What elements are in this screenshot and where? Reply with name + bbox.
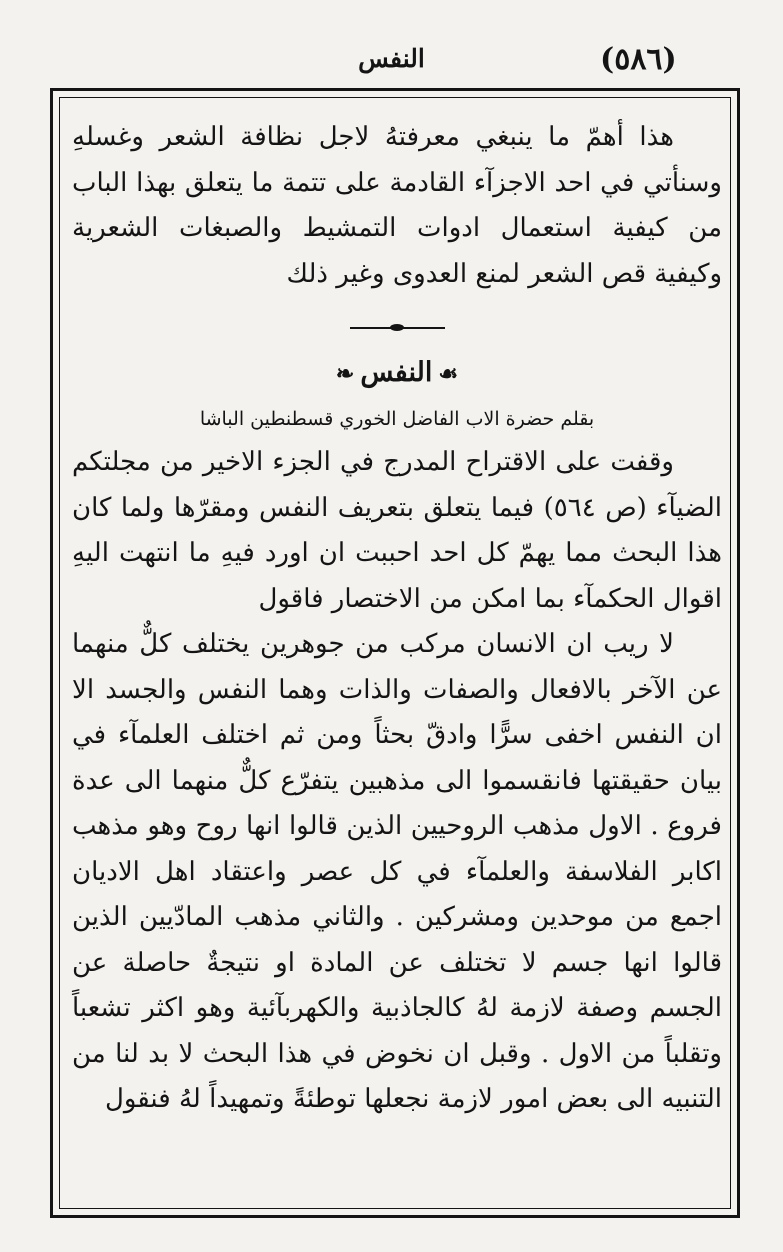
intro-paragraph: هذا أهمّ ما ينبغي معرفتهُ لاجل نظافة الشعر وغسلهِ وسنأتي في احد الاجزآء القادمة على تتمة ما يتعلق بهذا الباب من كيفية استعمال ادوات التمشيط والصبغات الشعرية وكيفية قص الشعر لمنع العدوى وغير ذلك	[72, 122, 722, 289]
separator-ornament	[390, 324, 404, 331]
page-body	[72, 115, 722, 1123]
section-separator	[350, 327, 445, 329]
ornament-right-icon: ☙	[438, 361, 459, 387]
article-paragraph-1: وقفت على الاقتراح المدرج في الجزء الاخير من مجلتكم الضيآء (ص ٥٦٤) فيما يتعلق بتعريف النفس ومقرّها ولما كان هذا البحث مما يهمّ كل احد احببت ان اورد فيهِ ما انتهت اليهِ اقوال الحكمآء بما امكن من الاختصار فاقول	[72, 447, 722, 614]
article-paragraph-2: لا ريب ان الانسان مركب من جوهرين يختلف كلٌّ منهما عن الآخر بالافعال والصفات والذات وهما النفس والجسد الا ان النفس اخفى سرًّا وادقّ بحثاً ومن ثم اختلف العلمآء في بيان حقيقتها فانقسموا الى مذهبين يتفرّع كلٌّ منهما الى عدة فروع . الاول مذهب الروحيين الذين قالوا انها روح وهو مذهب اكابر الفلاسفة والعلمآء في كل عصر واعتقاد اهل الاديان اجمع من موحدين ومشركين . والثاني مذهب المادّيين الذين قالوا انها جسم لا تختلف عن المادة او نتيجةٌ حاصلة عن الجسم وصفة لازمة لهُ كالجاذبية والكهربآئية وهو اكثر تشعباً وتقلباً من الاول . وقبل ان نخوض في هذا البحث لا بد لنا من التنبيه الى بعض امور لازمة نجعلها توطئةً وتمهيداً لهُ فنقول	[72, 629, 722, 1114]
article-byline: بقلم حضرة الاب الفاضل الخوري قسطنطين الباشا	[199, 408, 595, 430]
running-head	[0, 42, 783, 82]
ornament-left-icon: ❧	[335, 361, 355, 387]
running-title: النفس	[358, 44, 425, 73]
article-title	[72, 355, 722, 392]
page-number: (٥٨٦)	[600, 42, 677, 77]
article-title-text: النفس	[360, 357, 433, 388]
